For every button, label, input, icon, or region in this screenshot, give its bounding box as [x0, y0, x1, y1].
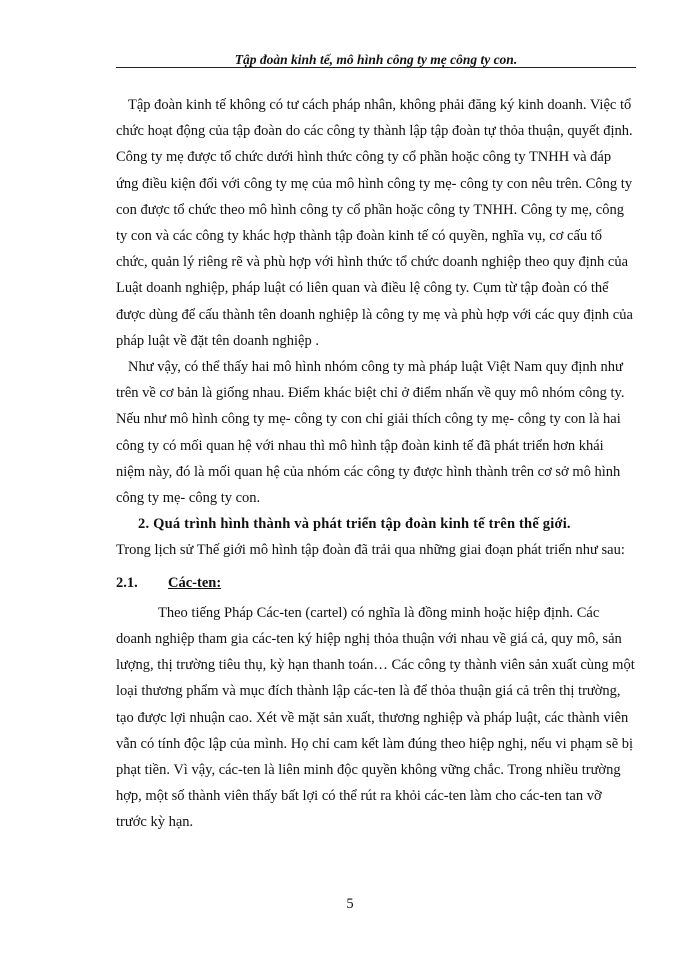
header-rule [116, 67, 636, 68]
section-2-heading: 2. Quá trình hình thành và phát triển tập đoàn kinh tế trên thế giới. [138, 516, 571, 533]
section-2-1-heading [116, 570, 636, 596]
section-2-1-body: Theo tiếng Pháp Các-ten (cartel) có nghĩa là đồng minh hoặc hiệp định. Các doanh nghiệp tham gia các-ten ký hiệp nghị thỏa thuận với nhau về giá cả, quy mô, sản lượng, thị trường tiêu thụ, kỳ hạn thanh toán… Các công ty thành viên sản xuất cùng một loại thương phẩm và mục đích thành lập các-ten là để thỏa thuận giá cả trên thị trường, tạo được lợi nhuận cao. Xét về mặt sản xuất, thương nghiệp và pháp luật, các thành viên vẫn có tính độc lập của mình. Họ chỉ cam kết làm đúng theo hiệp nghị, nếu vi phạm sẽ bị phạt tiền. Vì vậy, các-ten là liên minh độc quyền không vững chắc. Trong nhiều trường hợp, một số thành viên thấy bất lợi có thể rút ra khỏi các-ten làm cho các-ten tan vỡ trước kỳ hạn. [116, 604, 635, 831]
section-2-intro: Trong lịch sử Thế giới mô hình tập đoàn đã trải qua những giai đoạn phát triển như sau: [116, 542, 625, 559]
section-2-1-number: 2.1. [116, 574, 138, 591]
paragraph-comparison: Như vậy, có thể thấy hai mô hình nhóm công ty mà pháp luật Việt Nam quy định như trên về cơ bản là giống nhau. Điểm khác biệt chỉ ở điểm nhấn về quy mô nhóm công ty. Nếu như mô hình công ty mẹ- công ty con chỉ giải thích công ty mẹ- công ty con là hai công ty có mối quan hệ với nhau thì mô hình tập đoàn kinh tế đã phát triển hơn khái niệm này, đó là mối quan hệ của nhóm các công ty được hình thành trên cơ sở mô hình công ty mẹ- công ty con. [116, 359, 625, 507]
page-number: 5 [346, 896, 354, 912]
paragraph-legal-status: Tập đoàn kinh tế không có tư cách pháp nhân, không phải đăng ký kinh doanh. Việc tổ chức hoạt động của tập đoàn do các công ty thành lập tập đoàn tự thỏa thuận, quyết định. Công ty mẹ được tổ chức dưới hình thức công ty cổ phần hoặc công ty TNHH và đáp ứng điều kiện đối với công ty mẹ của mô hình công ty mẹ- công ty con nêu trên. Công ty con được tổ chức theo mô hình công ty cổ phần hoặc công ty TNHH. Công ty mẹ, công ty con và các công ty khác hợp thành tập đoàn kinh tế có quyền, nghĩa vụ, cơ cấu tổ chức, quản lý riêng rẽ và phù hợp với hình thức tổ chức doanh nghiệp theo quy định của Luật doanh nghiệp, pháp luật có liên quan và điều lệ công ty. Cụm từ tập đoàn có thể được dùng để cấu thành tên doanh nghiệp là công ty mẹ và phù hợp với các quy định của pháp luật về đặt tên doanh nghiệp . [116, 97, 633, 349]
page-body [116, 92, 636, 836]
section-2-1-title: Các-ten: [168, 574, 222, 591]
running-header-title: Tập đoàn kinh tế, mô hình công ty mẹ công ty con. [234, 52, 518, 67]
